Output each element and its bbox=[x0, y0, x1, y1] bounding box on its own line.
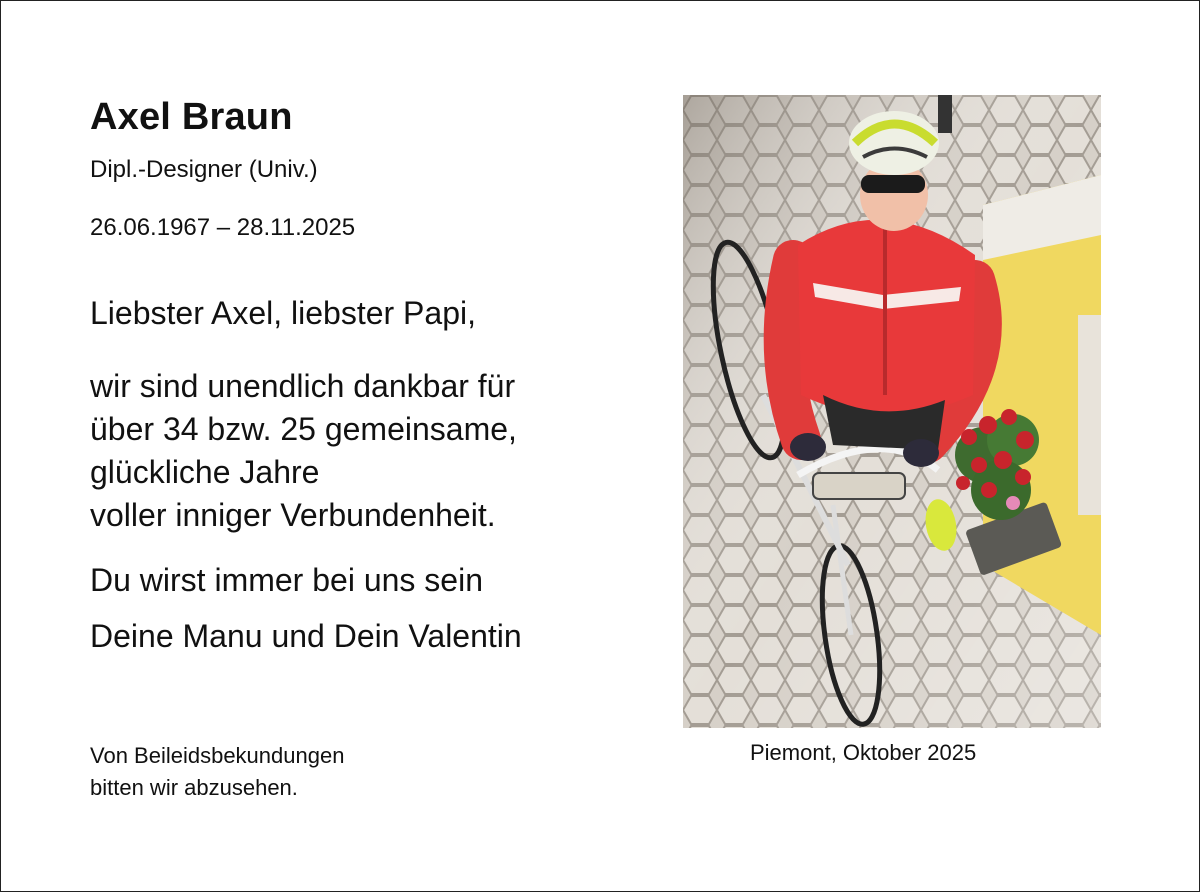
deceased-title: Dipl.-Designer (Univ.) bbox=[90, 156, 318, 183]
salutation: Liebster Axel, liebster Papi, bbox=[90, 295, 476, 331]
message-line: voller inniger Verbundenheit. bbox=[90, 497, 496, 533]
photo-caption: Piemont, Oktober 2025 bbox=[750, 740, 977, 765]
message-line: über 34 bzw. 25 gemeinsame, bbox=[90, 411, 517, 447]
note-line: bitten wir abzusehen. bbox=[90, 775, 298, 800]
message-line: wir sind unendlich dankbar für bbox=[90, 368, 516, 404]
cyclist-photo bbox=[683, 95, 1101, 728]
life-dates: 26.06.1967 – 28.11.2025 bbox=[90, 214, 356, 241]
message-line: glückliche Jahre bbox=[90, 454, 320, 490]
closing-line: Du wirst immer bei uns sein bbox=[90, 562, 483, 598]
signature: Deine Manu und Dein Valentin bbox=[90, 618, 522, 654]
note-line: Von Beileidsbekundungen bbox=[90, 743, 345, 768]
message-text bbox=[90, 365, 517, 537]
deceased-name: Axel Braun bbox=[90, 96, 293, 138]
condolence-note bbox=[90, 740, 344, 804]
